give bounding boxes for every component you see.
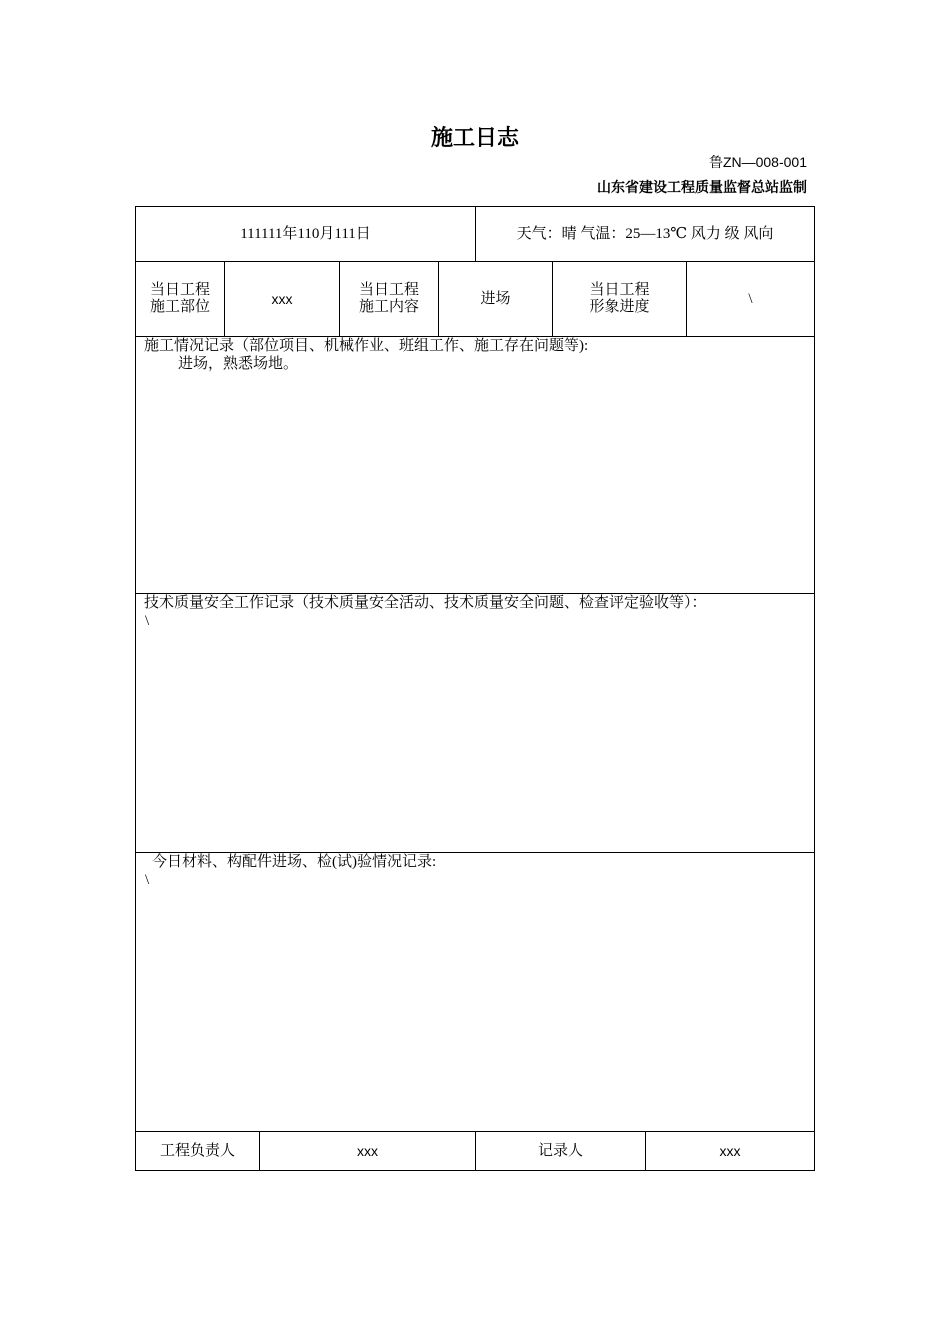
content-value: 进场	[480, 290, 511, 307]
weather-cell	[476, 207, 814, 261]
construction-record-heading: 施工情况记录（部位项目、机械作业、班组工作、施工存在问题等):	[144, 338, 589, 354]
progress-value: \	[748, 290, 753, 307]
content-label-line1: 当日工程	[358, 282, 419, 298]
progress-label-cell	[553, 262, 686, 336]
construction-record-body: 进场，熟悉场地。	[178, 356, 299, 372]
part-label-line1: 当日工程	[149, 282, 210, 298]
recorder-value: xxx	[719, 1142, 741, 1159]
recorder-label: 记录人	[537, 1142, 583, 1159]
leader-value: xxx	[357, 1142, 378, 1159]
content-value-cell	[439, 262, 552, 336]
leader-label: 工程负责人	[159, 1142, 235, 1159]
quality-record-body: \	[145, 613, 150, 629]
weather-value: 天气：晴 气温：25—13℃ 风力 级 风向	[516, 225, 774, 242]
page-title: 施工日志	[430, 126, 519, 151]
log-form-table	[135, 206, 815, 1171]
progress-value-cell	[687, 262, 814, 336]
progress-label-line2: 形象进度	[589, 299, 650, 315]
form-code: 鲁ZN—008-001	[708, 154, 807, 170]
recorder-value-cell	[646, 1132, 814, 1170]
content-label-line2: 施工内容	[358, 299, 419, 315]
date-value: 111111年110月111日	[240, 225, 371, 242]
materials-record-body: \	[145, 872, 150, 888]
leader-label-cell	[136, 1132, 259, 1170]
row-divider	[136, 336, 814, 337]
part-value-cell	[225, 262, 339, 336]
quality-record-heading: 技术质量安全工作记录（技术质量安全活动、技术质量安全问题、检查评定验收等）：	[144, 595, 707, 611]
progress-label-line1: 当日工程	[589, 282, 650, 298]
materials-record-heading: 今日材料、构配件进场、检(试)验情况记录:	[152, 854, 437, 870]
date-cell	[136, 207, 475, 261]
part-label-cell	[136, 262, 224, 336]
leader-value-cell	[260, 1132, 475, 1170]
part-value: xxx	[271, 290, 293, 307]
recorder-label-cell	[476, 1132, 645, 1170]
row-divider	[136, 852, 814, 853]
row-divider	[136, 593, 814, 594]
issuer-label: 山东省建设工程质量监督总站监制	[597, 180, 807, 196]
content-label-cell	[340, 262, 438, 336]
part-label-line2: 施工部位	[149, 299, 210, 315]
